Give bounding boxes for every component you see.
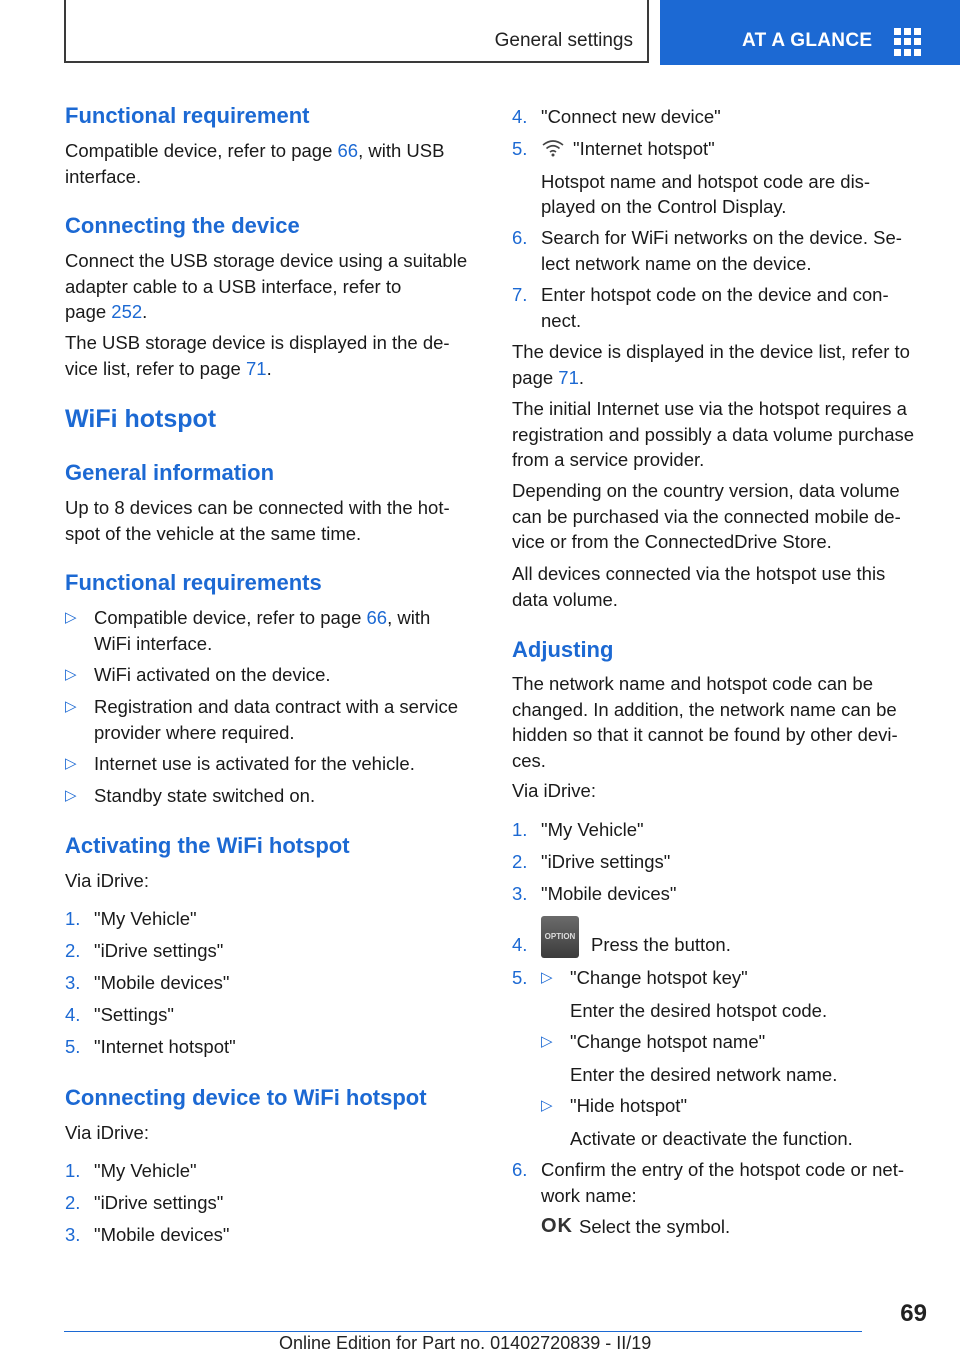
func-req-text: Compatible device, refer to page 66, with USB interface. [65, 140, 445, 187]
grid-icon [894, 28, 922, 56]
country-version-text: Depending on the country version, data volume can be purchased via the connected mobile de- vice or from the ConnectedDrive Store. [512, 480, 901, 552]
triangle-bullet-icon: ▷ [65, 787, 77, 804]
data-volume-text: All devices connected via the hotspot use this data volume. [512, 563, 886, 610]
heading-functional-requirement: Functional requirement [65, 103, 310, 128]
page-number: 69 [900, 1300, 927, 1327]
page-link[interactable]: 66 [337, 140, 359, 161]
heading-general-information: General information [65, 460, 275, 485]
displayed-text: The USB storage device is displayed in the de- vice list, refer to page 71. [65, 332, 450, 379]
triangle-bullet-icon: ▷ [65, 666, 77, 683]
via-idrive: Via iDrive: [65, 870, 149, 891]
device-list-text: The device is displayed in the device list, refer to page 71. [512, 341, 910, 388]
triangle-bullet-icon: ▷ [541, 1097, 553, 1114]
triangle-bullet-icon: ▷ [65, 698, 77, 715]
initial-use-text: The initial Internet use via the hotspot requires a registration and possibly a data volume purchase from a service provider. [512, 398, 915, 470]
chapter-tab[interactable] [660, 0, 960, 65]
heading-adjusting: Adjusting [512, 637, 614, 662]
triangle-bullet-icon: ▷ [65, 755, 77, 772]
section-title: General settings [494, 30, 633, 51]
adjusting-text: The network name and hotspot code can be changed. In addition, the network name can be hidden so that it cannot be found by other devi- ces. [512, 673, 898, 771]
page-link[interactable]: 71 [558, 366, 579, 388]
chapter-title: AT A GLANCE [742, 30, 873, 51]
via-idrive: Via iDrive: [65, 1122, 149, 1143]
general-text: Up to 8 devices can be connected with the hot- spot of the vehicle at the same time. [65, 497, 450, 544]
triangle-bullet-icon: ▷ [541, 1033, 553, 1050]
triangle-bullet-icon: ▷ [541, 969, 553, 986]
via-idrive: Via iDrive: [512, 780, 596, 801]
triangle-bullet-icon: ▷ [65, 609, 77, 626]
list-item: 4. OPTION Press the button. [512, 916, 927, 960]
connecting-text: Connect the USB storage device using a suitable adapter cable to a USB interface, refer to page 252. [65, 250, 468, 322]
heading-activating-wifi: Activating the WiFi hotspot [65, 833, 350, 858]
footer-divider [64, 1331, 862, 1332]
page-link[interactable]: 66 [366, 607, 388, 628]
wifi-icon [541, 139, 565, 157]
ok-icon: OK [541, 1215, 573, 1237]
edition-text: Online Edition for Part no. 01402720839 - II/19 [279, 1333, 652, 1353]
heading-connecting-device-hotspot: Connecting device to WiFi hotspot [65, 1085, 427, 1110]
page-link[interactable]: 71 [245, 357, 267, 379]
page-link[interactable]: 252 [111, 301, 143, 322]
heading-wifi-hotspot: WiFi hotspot [65, 405, 217, 433]
heading-connecting-device: Connecting the device [65, 213, 300, 238]
heading-functional-requirements: Functional requirements [65, 570, 322, 595]
option-button-icon: OPTION [541, 916, 579, 958]
header-section-box [64, 0, 649, 63]
